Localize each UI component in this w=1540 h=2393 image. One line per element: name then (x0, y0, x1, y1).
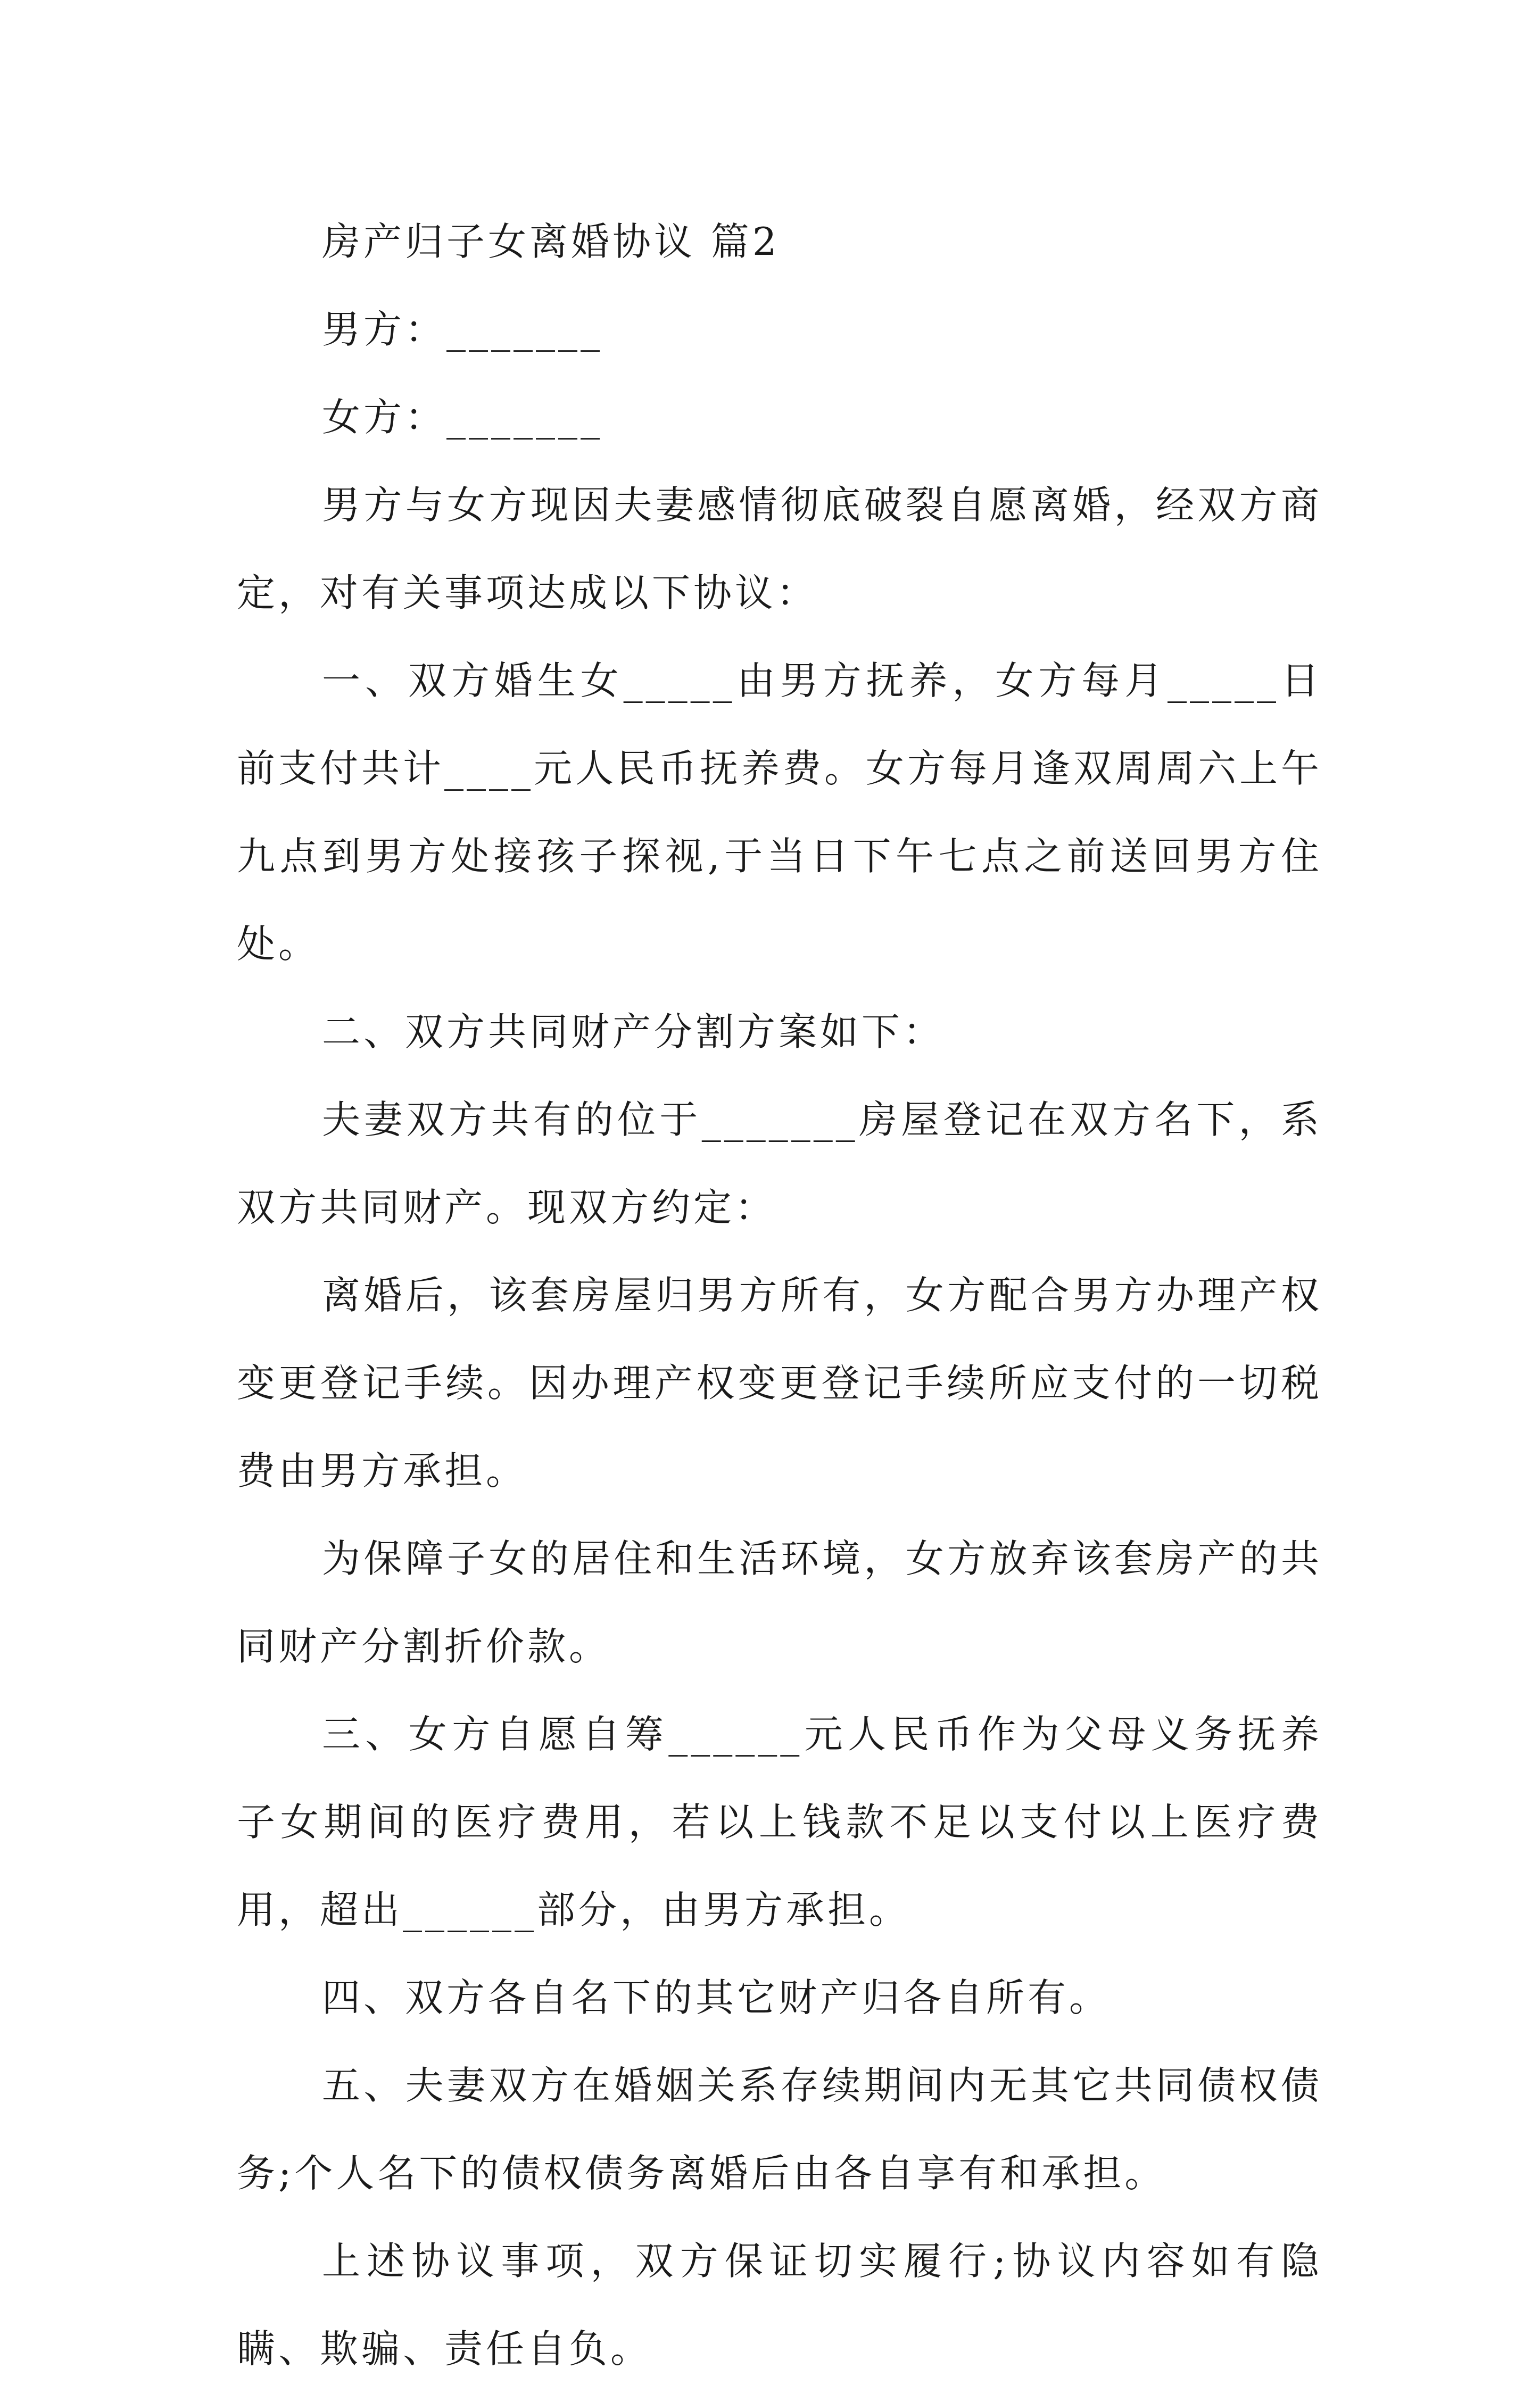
intro-paragraph: 男方与女方现因夫妻感情彻底破裂自愿离婚，经双方商定，对有关事项达成以下协议： (237, 483, 1322, 615)
clause-2-property-paragraph: 夫妻双方共有的位于_______房屋登记在双方名下，系双方共同财产。现双方约定： (237, 1097, 1322, 1230)
clause-3-paragraph: 三、女方自愿自筹______元人民币作为父母义务抚养子女期间的医疗费用，若以上钱款不足以支付以上医疗费用，超出______部分，由男方承担。 (237, 1712, 1322, 1932)
clause-2-children-paragraph: 为保障子女的居住和生活环境，女方放弃该套房产的共同财产分割折价款。 (237, 1536, 1322, 1669)
document-body (237, 198, 1322, 2393)
closing-paragraph: 上述协议事项，双方保证切实履行;协议内容如有隐瞒、欺骗、责任自负。 (237, 2239, 1322, 2371)
party-male-line: 男方：_______ (322, 307, 603, 352)
clause-1-paragraph: 一、双方婚生女_____由男方抚养，女方每月_____日前支付共计____元人民币抚养费。女方每月逢双周周六上午九点到男方处接孩子探视,于当日下午七点之前送回男方住处。 (237, 658, 1323, 966)
clause-4-paragraph: 四、双方各自名下的其它财产归各自所有。 (322, 1975, 1111, 2020)
document-title: 房产归子女离婚协议 篇2 (322, 219, 780, 264)
clause-2-after-divorce-paragraph: 离婚后，该套房屋归男方所有，女方配合男方办理产权变更登记手续。因办理产权变更登记手续所应支付的一切税费由男方承担。 (237, 1273, 1322, 1493)
party-female-line: 女方：_______ (322, 395, 603, 440)
clause-2-heading: 二、双方共同财产分割方案如下： (322, 1009, 945, 1054)
clause-5-paragraph: 五、夫妻双方在婚姻关系存续期间内无其它共同债权债务;个人名下的债权债务离婚后由各自享有和承担。 (237, 2063, 1322, 2196)
